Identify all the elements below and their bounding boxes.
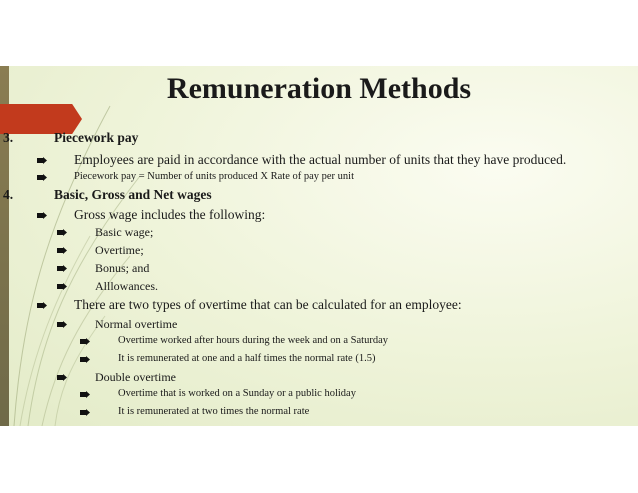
list-item-text: Double overtime [95, 370, 176, 384]
section-number: 3. [3, 130, 14, 145]
list-item-text: It is remunerated at one and a half times the normal rate (1.5) [118, 353, 376, 364]
list-item-text: Bonus; and [95, 261, 150, 275]
section-number: 4. [3, 187, 14, 202]
list-item-text: Overtime worked after hours during the week and on a Saturday [118, 335, 388, 346]
list-item-text: Alllowances. [95, 279, 158, 293]
list-item-text: Piecework pay = Number of units produced X Rate of pay per unit [74, 171, 355, 182]
slide-title: Remuneration Methods [166, 72, 472, 105]
list-item-text: Normal overtime [95, 317, 178, 331]
section-title: Piecework pay [54, 130, 139, 145]
list-item-text: Employees are paid in accordance with the actual number of units that they have produced. [74, 152, 567, 167]
list-item-text: Gross wage includes the following: [74, 207, 266, 222]
slide [0, 66, 638, 426]
section-title: Basic, Gross and Net wages [54, 187, 212, 202]
list-item-text: Basic wage; [95, 225, 154, 239]
list-item-text: There are two types of overtime that can be calculated for an employee: [74, 297, 462, 312]
list-item-text: It is remunerated at two times the normal rate [118, 406, 310, 417]
list-item-text: Overtime that is worked on a Sunday or a public holiday [118, 388, 356, 399]
list-item-text: Overtime; [95, 243, 144, 257]
